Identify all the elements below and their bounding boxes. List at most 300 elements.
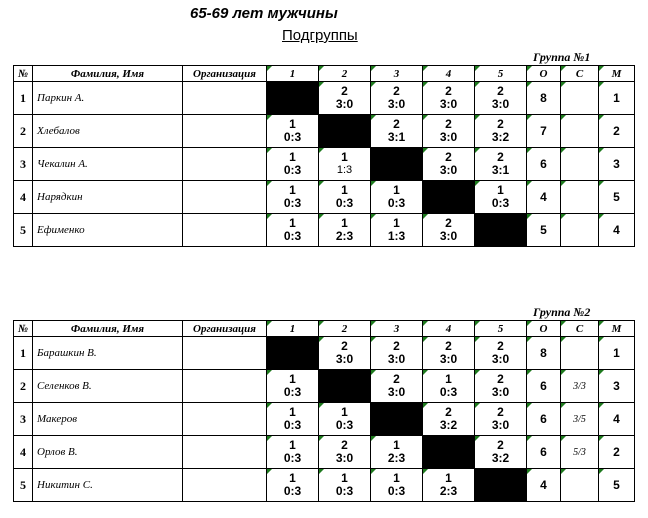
player-organization [183,436,267,469]
match-points: 2 [497,438,504,452]
header-cell: 2 [319,66,371,82]
table-row [14,403,635,436]
match-cell [267,115,319,148]
match-points: 2 [393,117,400,131]
player-number: 5 [14,469,33,502]
match-score: 3:0 [439,229,458,243]
corner-mark-icon [527,337,532,342]
page-subtitle: Подгруппы [282,27,358,44]
match-points: 2 [445,117,452,131]
match-score: 3:1 [387,130,406,144]
corner-mark-icon [423,337,428,342]
match-points: 2 [445,216,452,230]
corner-mark-icon [423,214,428,219]
final-place-value: 2 [613,124,620,138]
match-cell [475,337,527,370]
match-cell [371,469,423,502]
corner-mark-icon [561,370,566,375]
corner-mark-icon [561,66,566,71]
match-cell [423,337,475,370]
corner-mark-icon [561,469,566,474]
corner-mark-icon [423,370,428,375]
match-cell [319,469,371,502]
tiebreak-ratio [561,436,599,469]
player-name: Нарядкин [33,181,183,214]
total-points [527,148,561,181]
corner-mark-icon [267,469,272,474]
player-number: 5 [14,214,33,247]
match-points: 2 [497,372,504,386]
header-cell: 1 [267,66,319,82]
header-cell: Организация [183,66,267,82]
corner-mark-icon [319,82,324,87]
match-score: 0:3 [283,385,302,399]
header-cell: 4 [423,66,475,82]
corner-mark-icon [561,115,566,120]
corner-mark-icon [319,403,324,408]
match-points: 1 [393,438,400,452]
match-score: 3:0 [491,418,510,432]
corner-mark-icon [371,337,376,342]
corner-mark-icon [423,469,428,474]
tiebreak-ratio-value: 3/3 [573,380,586,392]
corner-mark-icon [599,469,604,474]
final-place-value: 1 [613,346,620,360]
corner-mark-icon [527,321,532,326]
player-organization [183,214,267,247]
corner-mark-icon [475,148,480,153]
player-name: Барашкин В. [33,337,183,370]
corner-mark-icon [527,115,532,120]
group-1-label: Группа №1 [533,50,591,64]
match-points: 1 [393,216,400,230]
header-cell: М [599,66,635,82]
match-cell [267,469,319,502]
corner-mark-icon [561,82,566,87]
match-cell [371,337,423,370]
match-points: 1 [341,150,348,164]
match-score: 0:3 [387,484,406,498]
match-score: 3:0 [439,163,458,177]
corner-mark-icon [371,214,376,219]
table-row [14,337,635,370]
corner-mark-icon [267,214,272,219]
match-score: 0:3 [283,163,302,177]
header-cell: № [14,66,33,82]
corner-mark-icon [527,370,532,375]
player-number: 2 [14,115,33,148]
corner-mark-icon [599,214,604,219]
corner-mark-icon [267,148,272,153]
match-score: 3:2 [491,130,510,144]
corner-mark-icon [599,370,604,375]
final-place-value: 5 [613,190,620,204]
match-cell [423,148,475,181]
table-row [14,181,635,214]
match-points: 1 [289,150,296,164]
total-points-value: 6 [540,445,547,459]
corner-mark-icon [599,82,604,87]
header-cell: 2 [319,321,371,337]
total-points-value: 6 [540,157,547,171]
blocked-cell [475,469,527,502]
corner-mark-icon [319,148,324,153]
match-points: 2 [445,405,452,419]
player-name: Орлов В. [33,436,183,469]
corner-mark-icon [267,370,272,375]
total-points [527,82,561,115]
header-cell: Организация [183,321,267,337]
match-cell [475,115,527,148]
final-place [599,115,635,148]
corner-mark-icon [527,469,532,474]
corner-mark-icon [527,403,532,408]
tiebreak-ratio [561,115,599,148]
match-score: 3:0 [491,385,510,399]
table-row [14,82,635,115]
tiebreak-ratio [561,403,599,436]
match-cell [319,403,371,436]
match-points: 2 [497,405,504,419]
total-points [527,436,561,469]
final-place [599,337,635,370]
match-score: 0:3 [439,385,458,399]
match-points: 2 [393,372,400,386]
corner-mark-icon [599,115,604,120]
corner-mark-icon [475,370,480,375]
corner-mark-icon [561,337,566,342]
total-points [527,403,561,436]
match-points: 1 [341,405,348,419]
match-points: 1 [393,183,400,197]
header-cell: 1 [267,321,319,337]
corner-mark-icon [475,181,480,186]
player-organization [183,181,267,214]
header-cell: С [561,321,599,337]
match-cell [267,403,319,436]
corner-mark-icon [561,436,566,441]
header-cell: О [527,66,561,82]
match-score: 0:3 [283,418,302,432]
match-points: 2 [445,84,452,98]
corner-mark-icon [371,370,376,375]
final-place-value: 1 [613,91,620,105]
total-points-value: 8 [540,346,547,360]
final-place-value: 5 [613,478,620,492]
header-cell: 4 [423,321,475,337]
corner-mark-icon [371,181,376,186]
corner-mark-icon [319,337,324,342]
player-organization [183,469,267,502]
tiebreak-ratio-value: 5/3 [573,446,586,458]
corner-mark-icon [561,148,566,153]
match-score: 3:0 [335,451,354,465]
corner-mark-icon [371,115,376,120]
match-score: 0:3 [283,229,302,243]
corner-mark-icon [599,403,604,408]
header-cell: 5 [475,321,527,337]
header-cell: М [599,321,635,337]
total-points-value: 6 [540,379,547,393]
match-cell [267,436,319,469]
corner-mark-icon [371,436,376,441]
total-points [527,181,561,214]
corner-mark-icon [475,82,480,87]
header-cell: Фамилия, Имя [33,321,183,337]
corner-mark-icon [475,115,480,120]
match-points: 1 [445,372,452,386]
corner-mark-icon [423,82,428,87]
match-cell [371,115,423,148]
corner-mark-icon [319,321,324,326]
tiebreak-ratio [561,469,599,502]
player-name: Ефименко [33,214,183,247]
match-points: 1 [341,216,348,230]
player-name: Хлебалов [33,115,183,148]
match-score: 3:1 [491,163,510,177]
player-number: 3 [14,403,33,436]
player-number: 4 [14,181,33,214]
total-points [527,214,561,247]
match-points: 1 [289,372,296,386]
match-score: 0:3 [283,484,302,498]
player-organization [183,115,267,148]
player-name: Никитин С. [33,469,183,502]
final-place [599,148,635,181]
match-points: 1 [289,117,296,131]
match-cell [371,436,423,469]
final-place [599,181,635,214]
blocked-cell [267,337,319,370]
total-points [527,337,561,370]
match-points: 2 [445,150,452,164]
match-points: 1 [445,471,452,485]
match-cell [319,337,371,370]
corner-mark-icon [561,321,566,326]
match-cell [371,82,423,115]
group-2-label: Группа №2 [533,305,591,319]
corner-mark-icon [319,436,324,441]
corner-mark-icon [371,321,376,326]
final-place [599,403,635,436]
corner-mark-icon [599,148,604,153]
corner-mark-icon [475,403,480,408]
player-number: 4 [14,436,33,469]
player-name: Селенков В. [33,370,183,403]
match-score: 3:0 [439,97,458,111]
final-place-value: 2 [613,445,620,459]
match-points: 2 [497,150,504,164]
match-score: 2:3 [439,484,458,498]
header-cell: 5 [475,66,527,82]
blocked-cell [319,115,371,148]
corner-mark-icon [267,321,272,326]
match-points: 1 [289,405,296,419]
corner-mark-icon [599,337,604,342]
tiebreak-ratio [561,82,599,115]
match-points: 2 [341,339,348,353]
corner-mark-icon [475,337,480,342]
corner-mark-icon [319,181,324,186]
match-points: 2 [341,438,348,452]
corner-mark-icon [475,436,480,441]
match-cell [475,403,527,436]
player-name: Паркин А. [33,82,183,115]
blocked-cell [267,82,319,115]
match-points: 2 [497,117,504,131]
header-cell: 3 [371,66,423,82]
table-row [14,115,635,148]
corner-mark-icon [267,66,272,71]
player-organization [183,337,267,370]
corner-mark-icon [599,181,604,186]
corner-mark-icon [561,181,566,186]
total-points-value: 8 [540,91,547,105]
match-score: 0:3 [335,484,354,498]
total-points-value: 4 [540,478,547,492]
match-points: 1 [289,216,296,230]
blocked-cell [319,370,371,403]
player-organization [183,370,267,403]
match-cell [319,82,371,115]
match-cell [423,214,475,247]
corner-mark-icon [527,66,532,71]
match-score: 1:3 [336,164,353,176]
match-cell [423,370,475,403]
corner-mark-icon [561,403,566,408]
match-cell [319,148,371,181]
final-place [599,436,635,469]
match-score: 0:3 [335,196,354,210]
match-score: 0:3 [335,418,354,432]
match-score: 0:3 [283,196,302,210]
match-cell [371,181,423,214]
group-2-table [13,320,635,502]
match-points: 2 [393,84,400,98]
final-place [599,214,635,247]
match-cell [475,436,527,469]
tiebreak-ratio [561,337,599,370]
blocked-cell [423,181,475,214]
player-number: 3 [14,148,33,181]
match-score: 3:0 [491,352,510,366]
corner-mark-icon [423,403,428,408]
match-cell [319,181,371,214]
match-score: 3:2 [439,418,458,432]
match-points: 1 [289,183,296,197]
player-organization [183,148,267,181]
final-place-value: 4 [613,412,620,426]
header-cell: О [527,321,561,337]
match-score: 3:0 [387,97,406,111]
table-row [14,214,635,247]
match-cell [423,82,475,115]
total-points [527,370,561,403]
total-points-value: 7 [540,124,547,138]
final-place-value: 3 [613,157,620,171]
match-score: 0:3 [283,451,302,465]
corner-mark-icon [423,321,428,326]
match-cell [423,403,475,436]
corner-mark-icon [423,66,428,71]
header-cell: Фамилия, Имя [33,66,183,82]
final-place-value: 4 [613,223,620,237]
blocked-cell [423,436,475,469]
match-score: 2:3 [387,451,406,465]
header-cell: С [561,66,599,82]
match-score: 3:0 [439,130,458,144]
match-cell [475,370,527,403]
total-points-value: 4 [540,190,547,204]
match-cell [475,82,527,115]
match-cell [267,214,319,247]
match-score: 3:0 [335,97,354,111]
match-points: 2 [497,84,504,98]
corner-mark-icon [319,469,324,474]
blocked-cell [371,148,423,181]
corner-mark-icon [319,214,324,219]
match-points: 1 [341,471,348,485]
match-cell [319,214,371,247]
match-score: 3:2 [491,451,510,465]
corner-mark-icon [267,181,272,186]
table-row [14,370,635,403]
tiebreak-ratio [561,370,599,403]
corner-mark-icon [423,148,428,153]
corner-mark-icon [371,469,376,474]
corner-mark-icon [423,115,428,120]
final-place [599,370,635,403]
table-row [14,469,635,502]
player-name: Макеров [33,403,183,436]
corner-mark-icon [267,115,272,120]
match-score: 0:3 [283,130,302,144]
corner-mark-icon [599,436,604,441]
corner-mark-icon [475,66,480,71]
corner-mark-icon [527,82,532,87]
match-score: 0:3 [491,196,510,210]
match-score: 3:0 [387,352,406,366]
match-cell [371,370,423,403]
tiebreak-ratio [561,214,599,247]
match-cell [371,214,423,247]
player-organization [183,82,267,115]
blocked-cell [371,403,423,436]
match-score: 3:0 [491,97,510,111]
final-place [599,469,635,502]
match-points: 2 [445,339,452,353]
blocked-cell [475,214,527,247]
match-cell [475,181,527,214]
corner-mark-icon [527,181,532,186]
player-number: 1 [14,82,33,115]
corner-mark-icon [527,148,532,153]
match-cell [267,148,319,181]
match-cell [423,469,475,502]
corner-mark-icon [527,436,532,441]
final-place-value: 3 [613,379,620,393]
match-score: 1:3 [387,229,406,243]
corner-mark-icon [475,321,480,326]
player-number: 2 [14,370,33,403]
match-cell [267,370,319,403]
corner-mark-icon [319,66,324,71]
corner-mark-icon [267,436,272,441]
player-name: Чекалин А. [33,148,183,181]
match-score: 3:0 [439,352,458,366]
match-points: 1 [341,183,348,197]
page-title: 65-69 лет мужчины [190,5,338,22]
